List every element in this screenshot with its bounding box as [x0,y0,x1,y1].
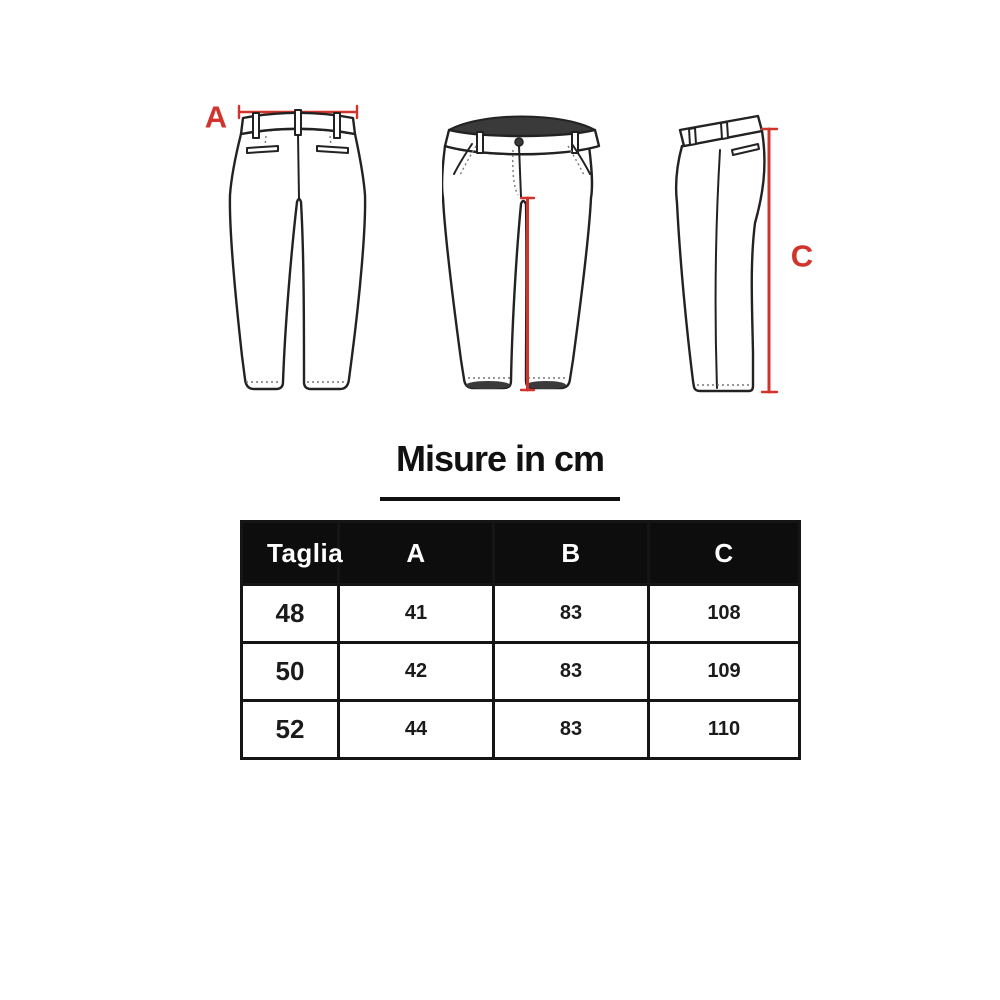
value-cell-b: 83 [494,701,649,759]
pants-back-view-illustration [220,98,376,406]
measure-label-a: A [204,99,228,135]
pants-body [442,146,592,388]
size-cell: 52 [242,701,339,759]
table-row [242,701,800,759]
size-cell: 50 [242,643,339,701]
table-row [242,585,800,643]
header-cell-b: B [494,522,649,585]
header-cell-taglia: Taglia [242,522,339,585]
value-cell-c: 110 [649,701,800,759]
button [515,138,523,146]
value-cell-a: 41 [339,585,494,643]
center-back-seam [298,135,299,198]
header-cell-a: A [339,522,494,585]
pants-body [230,129,365,389]
size-cell: 48 [242,585,339,643]
value-cell-c: 109 [649,643,800,701]
value-cell-c: 108 [649,585,800,643]
table-row [242,643,800,701]
measure-label-c: C [790,238,814,274]
size-table [240,520,801,760]
table-header-row [242,522,800,585]
header-cell-c: C [649,522,800,585]
pants-side-view-illustration [670,98,784,406]
title-underline [380,497,620,501]
value-cell-a: 42 [339,643,494,701]
pants-front-view-illustration [442,98,602,406]
pants-body [676,131,764,391]
value-cell-a: 44 [339,701,494,759]
value-cell-b: 83 [494,585,649,643]
page-title: Misure in cm [395,438,605,479]
value-cell-b: 83 [494,643,649,701]
